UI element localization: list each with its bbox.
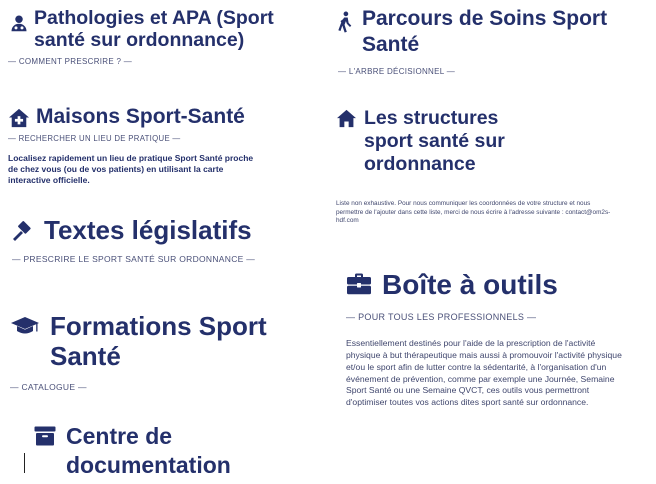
card-title: Boîte à outils <box>382 269 558 300</box>
card-subtitle: — PRESCRIRE LE SPORT SANTÉ SUR ORDONNANCE — <box>12 254 256 264</box>
user-doctor-icon <box>10 14 28 32</box>
card-title: Les structures <box>364 107 499 129</box>
card-title: Pathologies et APA (Sport <box>34 7 274 29</box>
toolbox-icon <box>346 273 372 295</box>
card-title: Maisons Sport-Santé <box>36 106 245 128</box>
card-title: Formations Sport <box>50 311 267 341</box>
gavel-icon <box>10 218 34 242</box>
card-title: Centre de <box>66 423 173 449</box>
card-title-line2: sport santé sur <box>364 130 505 152</box>
card-title-line2: santé sur ordonnance) <box>34 29 245 51</box>
card-subtitle: — CATALOGUE — <box>10 382 87 392</box>
card-title-line2: Santé <box>362 33 420 56</box>
archive-box-icon <box>34 426 56 446</box>
graduation-cap-icon <box>10 316 40 336</box>
house-icon <box>336 109 357 128</box>
card-title-line2: documentation <box>66 452 231 478</box>
card-description: Localisez rapidement un lieu de pratique Sport Santé proche de chez vous (ou de vos patients) en utilisant la carte interactive officielle. <box>8 153 254 186</box>
walking-person-icon <box>336 11 354 33</box>
card-description: Essentiellement destinés pour l'aide de la prescription de l'activité physique à but thérapeutique mais aussi à promouvoir l'activité physique et/ou le sport afin de lutter contre la sédentarité, à l'organisation d'un événement de prévention, comme par exemple une Journée, Semaine Sport Santé ou une Semaine QVCT, ces outils vous permettront d'optimiser toutes vos actions dites sport santé sur ordonnance. <box>346 338 622 408</box>
card-title-line3: ordonnance <box>364 153 476 175</box>
card-subtitle: — POUR TOUS LES PROFESSIONNELS — <box>346 312 537 322</box>
card-title: Parcours de Soins Sport <box>362 7 608 30</box>
card-subtitle: — COMMENT PRESCRIRE ? — <box>8 57 133 66</box>
card-title-line2: Santé <box>50 341 121 371</box>
card-title: Textes législatifs <box>44 215 252 245</box>
card-description: Liste non exhaustive. Pour nous communiquer les coordonnées de votre structure et nous permettre de l'ajouter dans cette liste, merci de nous écrire à l'adresse suivante : contact@om2s-hdf.com <box>336 200 611 225</box>
card-subtitle: — RECHERCHER UN LIEU DE PRATIQUE — <box>8 134 181 143</box>
house-medical-icon <box>8 108 30 128</box>
card-maisons[interactable] <box>8 106 270 186</box>
card-subtitle: — L'ARBRE DÉCISIONNEL — <box>338 67 456 76</box>
text-cursor <box>24 453 25 473</box>
